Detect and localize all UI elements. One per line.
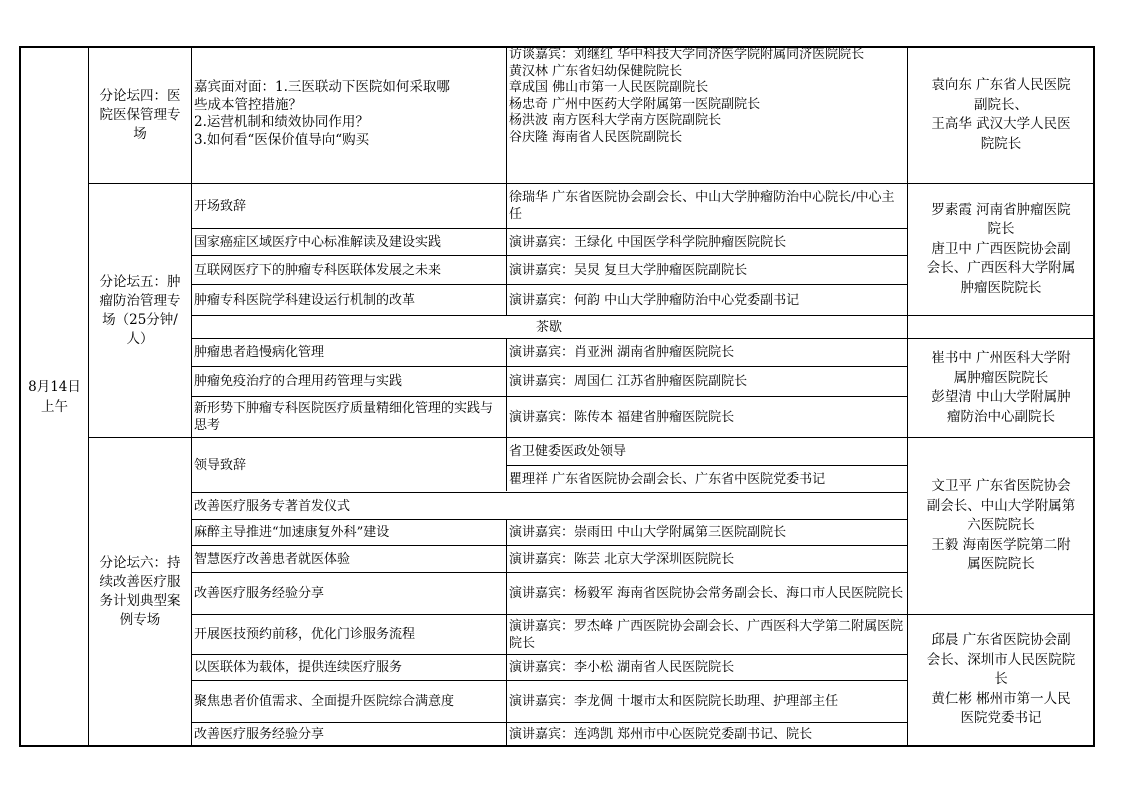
forum5-moderators-2: 崔书中 广州医科大学附 属肿瘤医院院长 彭望清 中山大学附属肿 瘤防治中心副院长 [931, 350, 1071, 425]
f6-topic-1: 智慧医疗改善患者就医体验 [194, 551, 351, 567]
f6-speaker-6: 演讲嘉宾：连鸿凯 郑州市中心医院党委副书记、院长 [509, 726, 813, 742]
speaker-line: 黄汉林 广东省妇幼保健院院长 [509, 63, 683, 79]
f6-lead-speaker-0: 省卫健委医政处领导 [509, 444, 627, 459]
f5-speaker-5: 演讲嘉宾：周国仁 江苏省肿瘤医院副院长 [509, 374, 748, 389]
f6-topic-4: 以医联体为载体，提供连续医疗服务 [194, 660, 403, 675]
forum5-name: 分论坛五：肿 瘤防治管理专 场（25分钟/ 人） [99, 273, 181, 347]
forum6-moderators-2: 邱晨 广东省医院协会副 会长、深圳市人民医院院 长 黄仁彬 郴州市第一人民 医院党委书记 [926, 632, 1076, 727]
tea-break: 茶歇 [535, 319, 562, 335]
col-line-3a [506, 46, 507, 316]
col-line-3b [506, 339, 507, 491]
f5-topic-5: 肿瘤免疫治疗的合理用药管理与实践 [194, 374, 403, 389]
table-border-right [1093, 46, 1095, 747]
f6-speaker-1: 演讲嘉宾：陈芸 北京大学深圳医院院长 [509, 551, 735, 567]
speaker-line: 谷庆隆 海南省人民医院副院长 [509, 129, 683, 145]
forum5-moderators-1: 罗素霞 河南省肿瘤医院 院长 唐卫中 广西医院协会副 会长、广西医科大学附属 肿瘤医院院长 [926, 201, 1076, 296]
f5-speaker-6: 演讲嘉宾：陈传本 福建省肿瘤医院院长 [509, 409, 735, 425]
forum4-name: 分论坛四：医 院医保管理专 场 [99, 87, 181, 142]
col-line-4 [907, 46, 908, 746]
f6-speaker-4: 演讲嘉宾：李小松 湖南省人民医院院长 [509, 660, 735, 675]
f6-lead-speaker-1: 瞿理祥 广东省医院协会副会长、广东省中医院党委书记 [509, 471, 826, 487]
f5-topic-0: 开场致辞 [194, 198, 247, 214]
f5-topic-2: 互联网医疗下的肿瘤专科医联体发展之未来 [194, 262, 442, 278]
forum4-moderators: 袁向东 广东省人民医院 副院长、 王高华 武汉大学人民医 院院长 [931, 77, 1071, 152]
f6-lead-topic: 领导致辞 [194, 457, 247, 473]
f5-topic-4: 肿瘤患者趋慢病化管理 [194, 345, 325, 360]
date-cell: 8月14日 上午 [28, 378, 81, 415]
f5-speaker-4: 演讲嘉宾：肖亚洲 湖南省肿瘤医院院长 [509, 345, 735, 360]
f6-topic-3: 开展医技预约前移，优化门诊服务流程 [194, 627, 416, 642]
f5-topic-6: 新形势下肿瘤专科医院医疗质量精细化管理的实践与思考 [194, 401, 494, 433]
f6-topic-0: 麻醉主导推进“加速康复外科”建设 [194, 525, 390, 540]
f5-speaker-0: 徐瑞华 广东省医院协会副会长、中山大学肿瘤防治中心院长/中心主任 [509, 190, 895, 222]
f6-topic-2: 改善医疗服务经验分享 [194, 586, 325, 601]
f6-topic-5: 聚焦患者价值需求、全面提升医院综合满意度 [194, 694, 455, 709]
f5-speaker-3: 演讲嘉宾：何韵 中山大学肿瘤防治中心党委副书记 [509, 292, 800, 308]
f6-topic-6: 改善医疗服务经验分享 [194, 726, 325, 742]
speaker-line: 访谈嘉宾：刘继红 华中科技大学同济医学院附属同济医院院长 [509, 47, 865, 62]
f6-speaker-5: 演讲嘉宾：李龙倜 十堰市太和医院院长助理、护理部主任 [509, 694, 839, 709]
f6-launch: 改善医疗服务专著首发仪式 [194, 498, 351, 514]
f6-speaker-2: 演讲嘉宾：杨毅军 海南省医院协会常务副会长、海口市人民医院院长 [509, 586, 904, 601]
forum4-speakers [509, 47, 906, 183]
f5-speaker-1: 演讲嘉宾：王绿化 中国医学科学院肿瘤医院院长 [509, 234, 787, 250]
f6-speaker-3: 演讲嘉宾：罗杰峰 广西医院协会副会长、广西医科大学第二附属医院院长 [509, 618, 904, 651]
speaker-line: 章成国 佛山市第一人民医院副院长 [509, 80, 709, 95]
f5-topic-1: 国家癌症区域医疗中心标准解读及建设实践 [194, 234, 442, 250]
forum4-topic: 嘉宾面对面：1.三医联动下医院如何采取哪 些成本管控措施？ 2.运营机制和绩效协同作用？ 3.如何看“医保价值导向“购买 [194, 79, 450, 148]
f5-topic-3: 肿瘤专科医院学科建设运行机制的改革 [194, 292, 416, 308]
table-border-bottom [19, 745, 1095, 747]
f6-speaker-0: 演讲嘉宾：崇雨田 中山大学附属第三医院副院长 [509, 525, 787, 540]
forum6-name: 分论坛六：持 续改善医疗服 务计划典型案 例专场 [99, 554, 181, 628]
speaker-line: 杨忠奇 广州中医药大学附属第一医院副院长 [509, 96, 761, 112]
speaker-line: 杨洪波 南方医科大学南方医院副院长 [509, 113, 722, 128]
forum6-moderators-1: 文卫平 广东省医院协会 副会长、中山大学附属第 六医院院长 王毅 海南医学院第二附 属医院院长 [926, 478, 1076, 573]
col-line-3c [506, 520, 507, 746]
f5-speaker-2: 演讲嘉宾：吴炅 复旦大学肿瘤医院副院长 [509, 262, 748, 278]
